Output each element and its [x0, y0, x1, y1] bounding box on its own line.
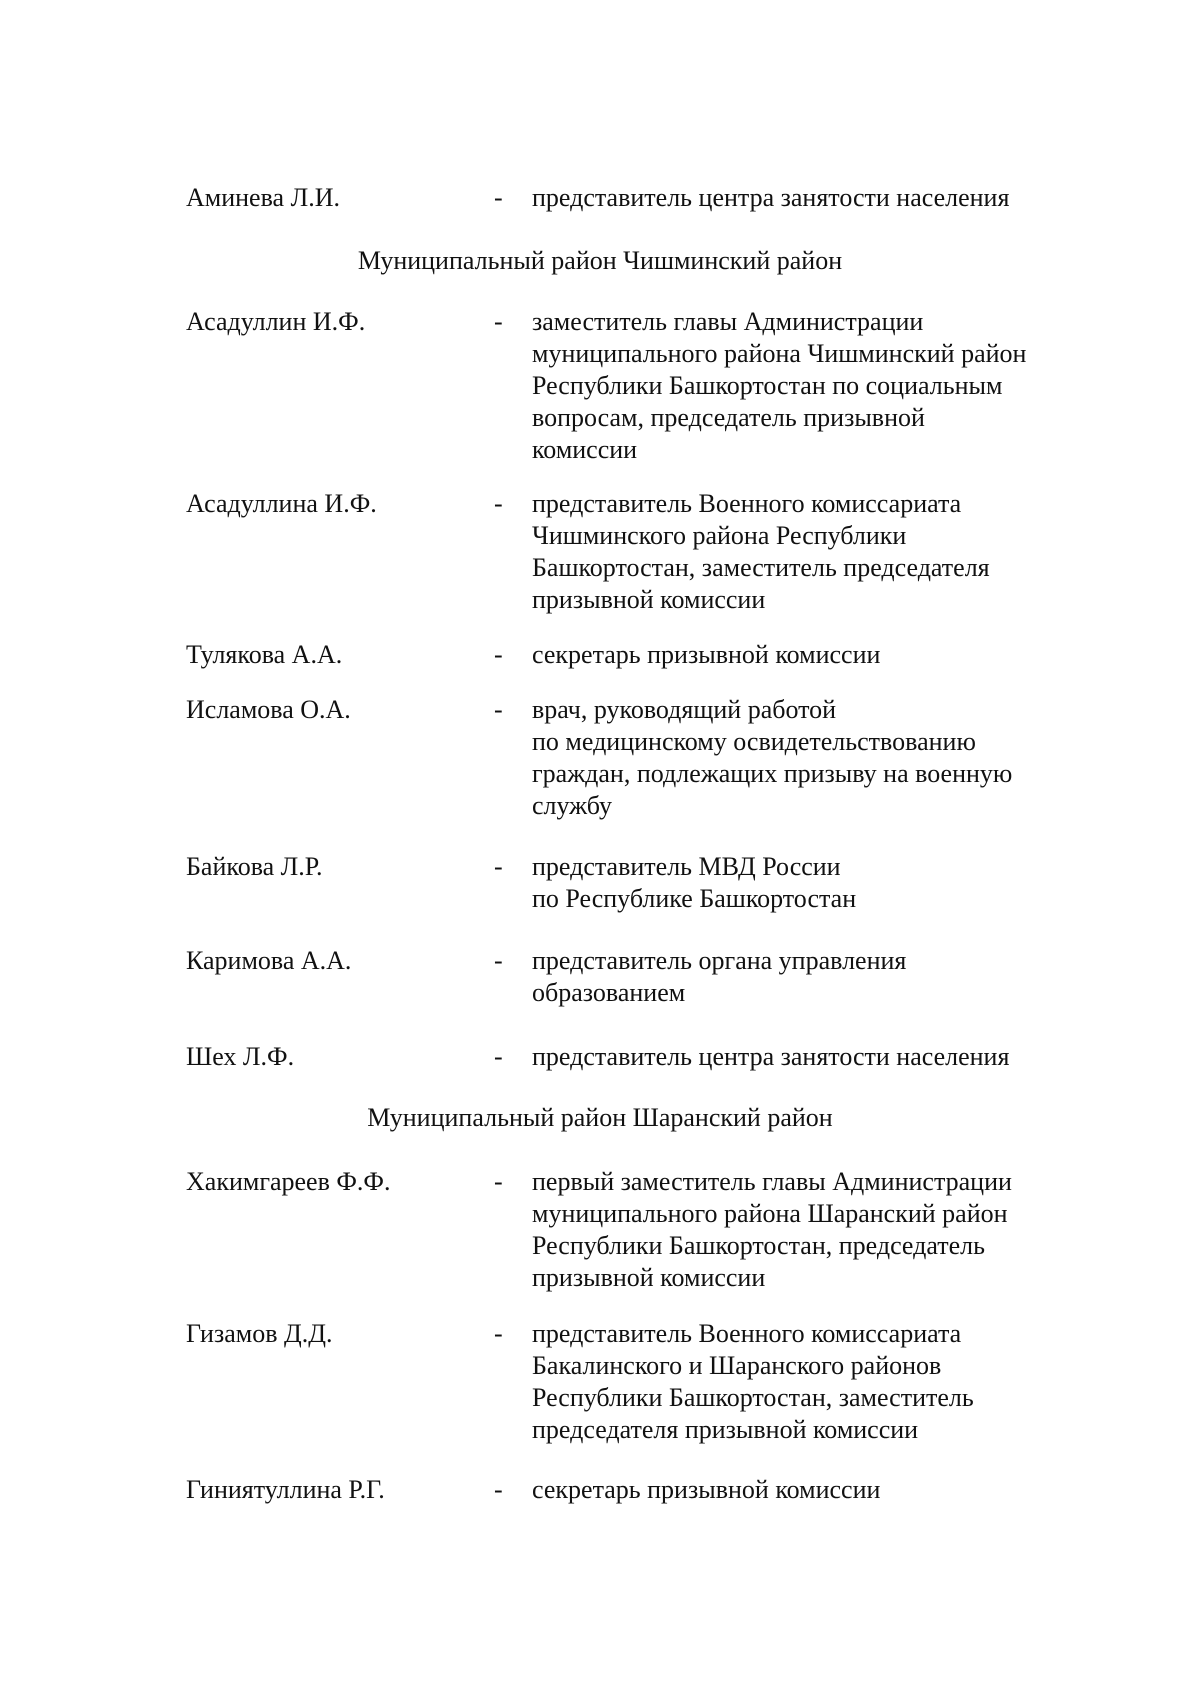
role-line: образованием	[532, 978, 686, 1007]
separator-dash: -	[494, 1042, 503, 1071]
role-line: первый заместитель главы Администрации	[532, 1167, 1012, 1196]
role-line: по медицинскому освидетельствованию	[532, 727, 976, 756]
section-heading: Муниципальный район Чишминский район	[357, 246, 843, 275]
member-name: Тулякова А.А.	[186, 640, 343, 669]
role-line: представитель Военного комиссариата	[532, 1319, 962, 1348]
member-name: Гиниятуллина Р.Г.	[186, 1475, 385, 1504]
member-name: Каримова А.А.	[186, 946, 352, 975]
member-role	[532, 1474, 1092, 1506]
member-role	[532, 1318, 1092, 1446]
separator-dash: -	[494, 852, 503, 881]
member-name: Асадуллин И.Ф.	[186, 307, 366, 336]
role-line: Башкортостан, заместитель председателя	[532, 553, 990, 582]
member-role	[532, 306, 1092, 466]
member-role	[532, 1166, 1092, 1294]
role-line: заместитель главы Администрации	[532, 307, 924, 336]
role-line: председателя призывной комиссии	[532, 1415, 919, 1444]
member-name: Байкова Л.Р.	[186, 852, 323, 881]
member-role	[532, 694, 1092, 822]
separator-dash: -	[494, 307, 503, 336]
member-role	[532, 1041, 1092, 1073]
member-role	[532, 182, 1092, 214]
role-line: муниципального района Чишминский район	[532, 339, 1027, 368]
role-line: службу	[532, 791, 613, 820]
separator-dash: -	[494, 695, 503, 724]
member-name: Шех Л.Ф.	[186, 1042, 295, 1071]
separator-dash: -	[494, 946, 503, 975]
separator-dash: -	[494, 1167, 503, 1196]
role-line: Чишминского района Республики	[532, 521, 907, 550]
member-role	[532, 639, 1092, 671]
role-line: граждан, подлежащих призыву на военную	[532, 759, 1013, 788]
member-name: Гизамов Д.Д.	[186, 1319, 333, 1348]
role-line: врач, руководящий работой	[532, 695, 837, 724]
role-line: представитель центра занятости населения	[532, 183, 1010, 212]
separator-dash: -	[494, 489, 503, 518]
role-line: представитель органа управления	[532, 946, 907, 975]
member-role	[532, 945, 1092, 1009]
member-role	[532, 851, 1092, 915]
member-role	[532, 488, 1092, 616]
role-line: призывной комиссии	[532, 585, 766, 614]
role-line: Республики Башкортостан по социальным	[532, 371, 1003, 400]
role-line: представитель центра занятости населения	[532, 1042, 1010, 1071]
role-line: Республики Башкортостан, председатель	[532, 1231, 985, 1260]
member-name: Исламова О.А.	[186, 695, 351, 724]
role-line: призывной комиссии	[532, 1263, 766, 1292]
member-name: Асадуллина И.Ф.	[186, 489, 377, 518]
separator-dash: -	[494, 1475, 503, 1504]
section-heading: Муниципальный район Шаранский район	[367, 1103, 833, 1132]
member-name: Аминева Л.И.	[186, 183, 340, 212]
member-name: Хакимгареев Ф.Ф.	[186, 1167, 391, 1196]
separator-dash: -	[494, 1319, 503, 1348]
separator-dash: -	[494, 183, 503, 212]
role-line: вопросам, председатель призывной	[532, 403, 925, 432]
role-line: представитель МВД России	[532, 852, 841, 881]
role-line: представитель Военного комиссариата	[532, 489, 962, 518]
separator-dash: -	[494, 640, 503, 669]
role-line: секретарь призывной комиссии	[532, 640, 881, 669]
role-line: секретарь призывной комиссии	[532, 1475, 881, 1504]
role-line: Бакалинского и Шаранского районов	[532, 1351, 942, 1380]
role-line: комиссии	[532, 435, 638, 464]
role-line: Республики Башкортостан, заместитель	[532, 1383, 974, 1412]
role-line: по Республике Башкортостан	[532, 884, 857, 913]
role-line: муниципального района Шаранский район	[532, 1199, 1008, 1228]
